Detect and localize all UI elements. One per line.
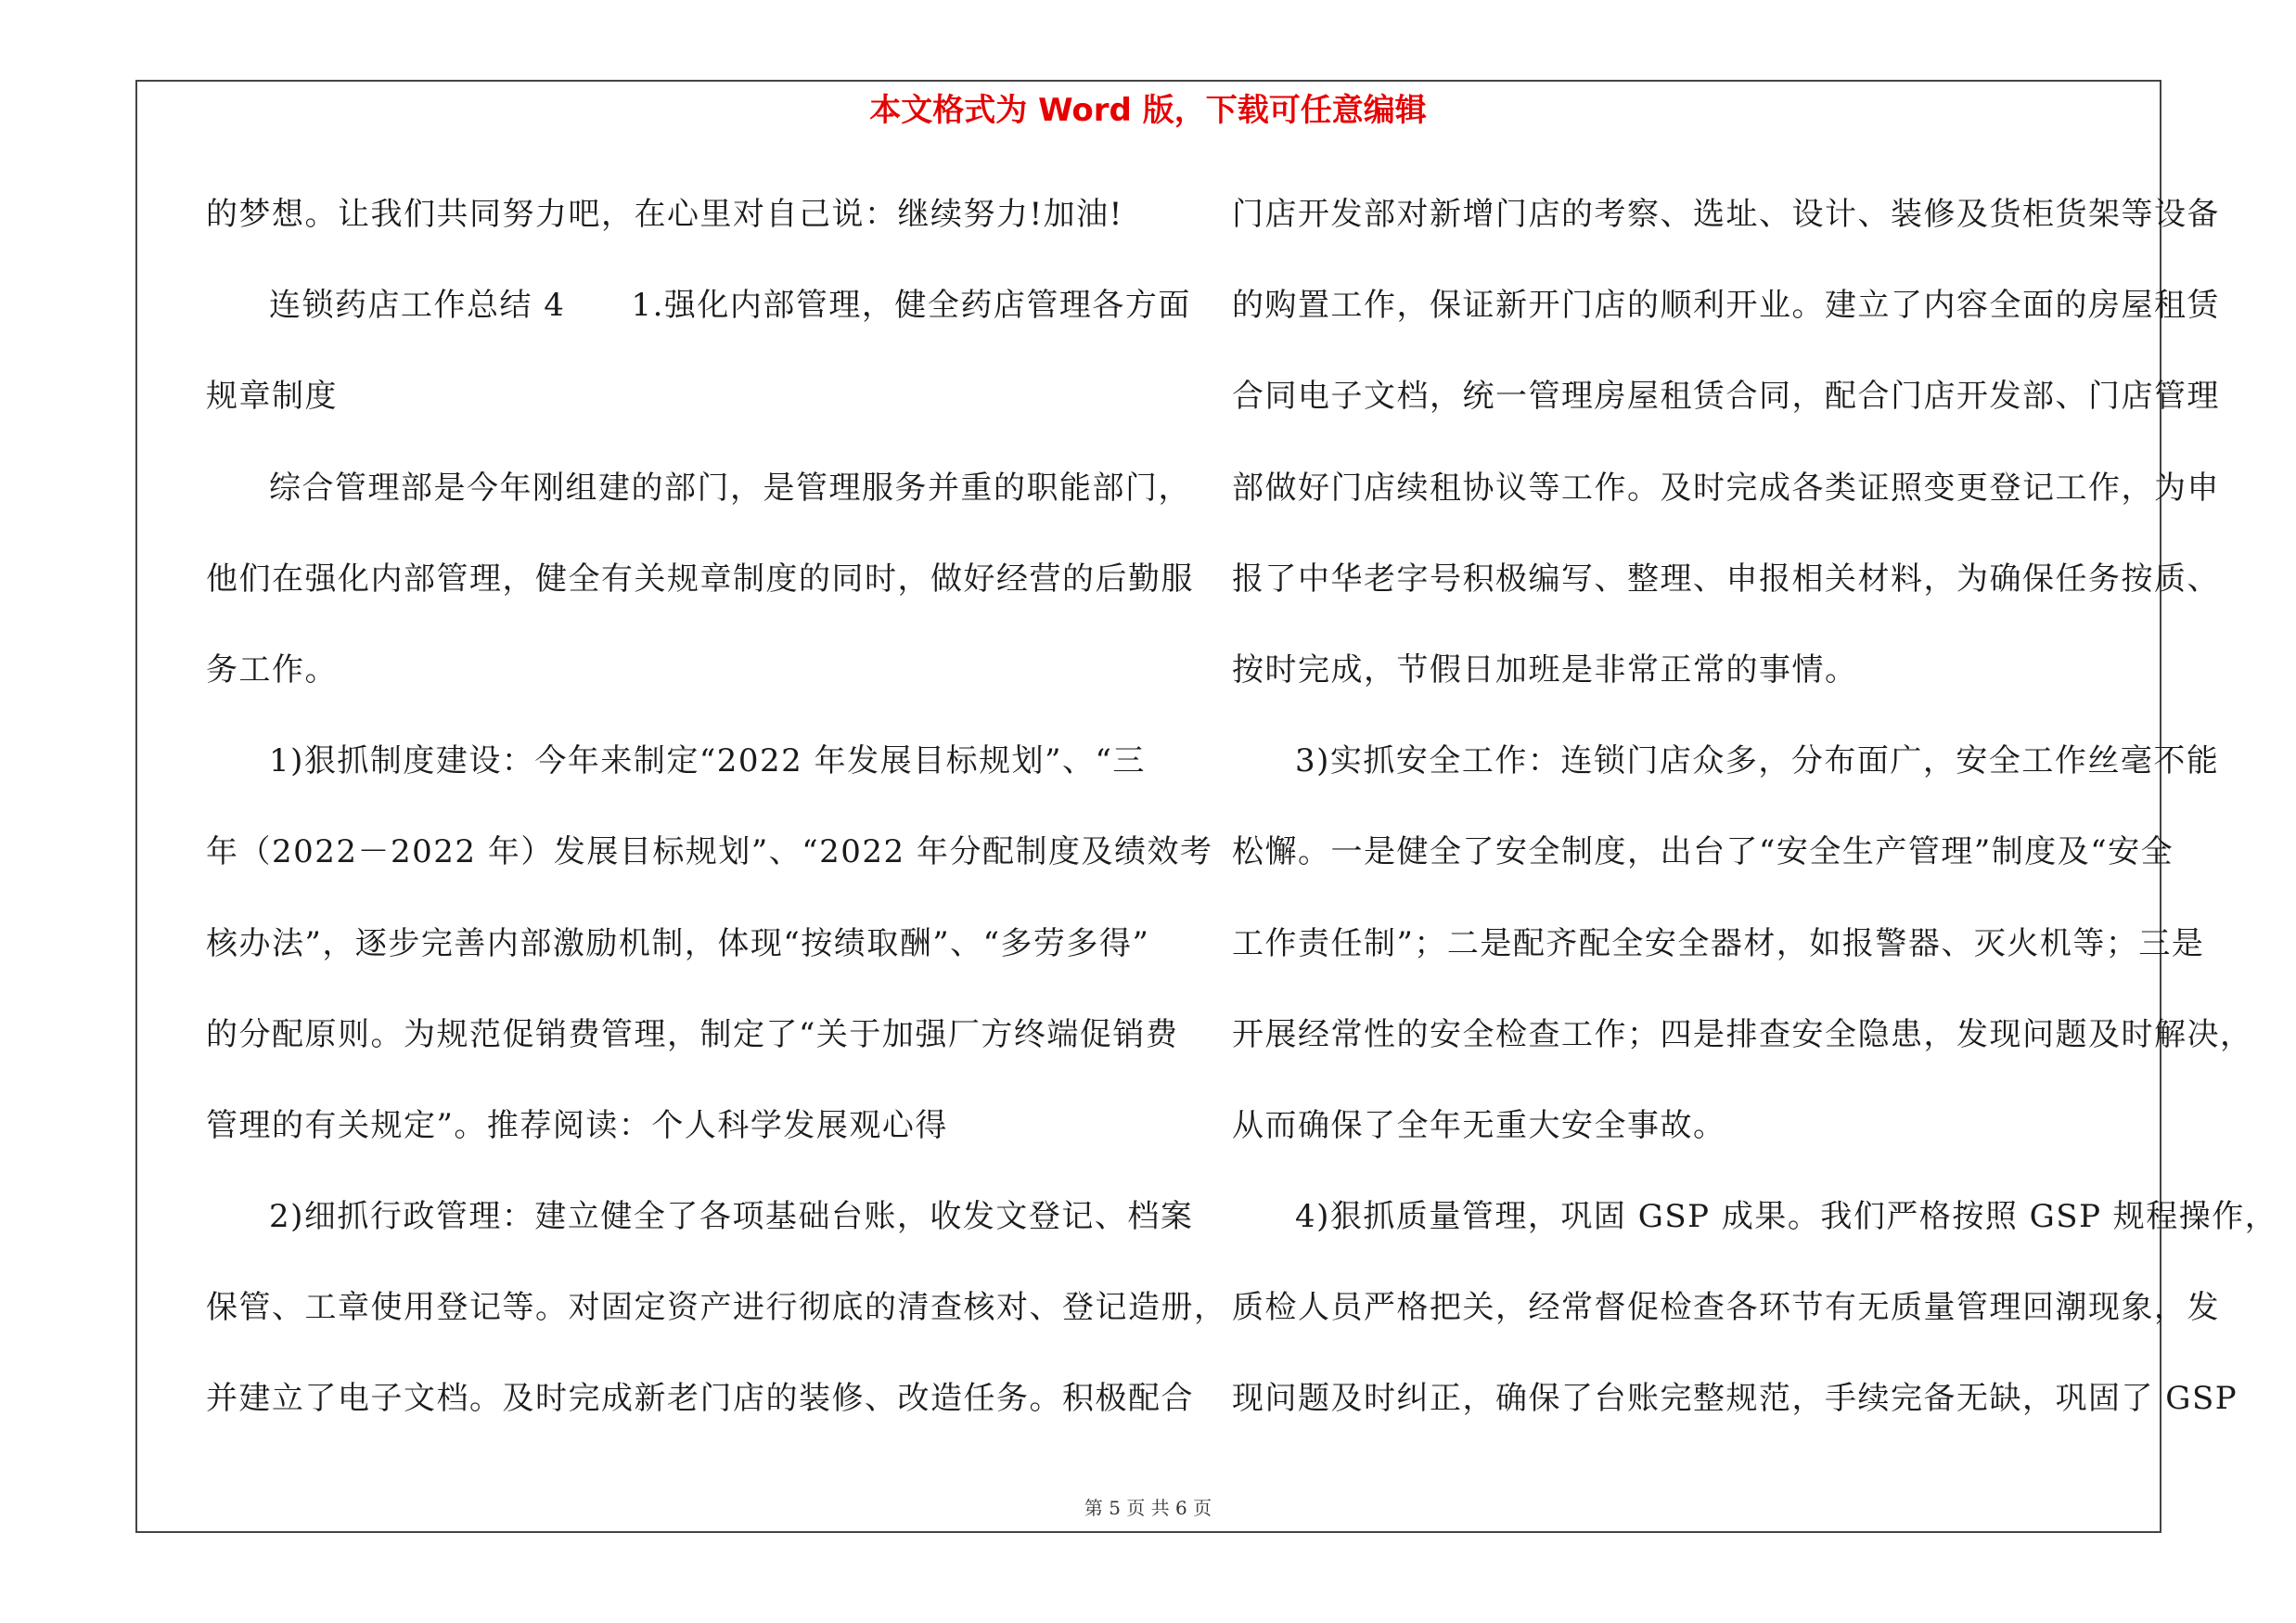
text-line: 的梦想。让我们共同努力吧，在心里对自己说：继续努力!加油! xyxy=(206,196,1123,233)
text-line: 按时完成，节假日加班是非常正常的事情。 xyxy=(1232,650,1858,689)
text-line: 核办法”，逐步完善内部激励机制，体现“按绩取酬”、“多劳多得” xyxy=(206,924,1150,962)
text-line: 年（2022－2022 年）发展目标规划”、“2022 年分配制度及绩效考 xyxy=(206,833,1213,871)
text-line: 连锁药店工作总结 4 1.强化内部管理，健全药店管理各方面 xyxy=(269,287,1191,325)
text-line: 规章制度 xyxy=(206,378,338,416)
text-line: 门店开发部对新增门店的考察、选址、设计、装修及货柜货架等设备 xyxy=(1232,196,2220,233)
text-line: 部做好门店续租协议等工作。及时完成各类证照变更登记工作，为申 xyxy=(1232,469,2220,507)
left-column xyxy=(206,182,1227,1458)
text-line: 报了中华老字号积极编写、整理、申报相关材料，为确保任务按质、 xyxy=(1232,560,2220,598)
text-line: 综合管理部是今年刚组建的部门，是管理服务并重的职能部门， xyxy=(269,469,1191,507)
text-line: 保管、工章使用登记等。对固定资产进行彻底的清查核对、登记造册， xyxy=(206,1289,1227,1327)
text-line: 松懈。一是健全了安全制度，出台了“安全生产管理”制度及“安全 xyxy=(1232,833,2174,871)
text-line: 管理的有关规定”。推荐阅读：个人科学发展观心得 xyxy=(206,1106,948,1144)
text-line: 的分配原则。为规范促销费管理，制定了“关于加强厂方终端促销费 xyxy=(206,1015,1179,1053)
text-line: 2)细抓行政管理：建立健全了各项基础台账，收发文登记、档案 xyxy=(269,1198,1194,1236)
page-number: 第 5 页 共 6 页 xyxy=(1084,1497,1212,1519)
header-banner: 本文格式为 Word 版，下载可任意编辑 xyxy=(869,92,1427,129)
text-line: 现问题及时纠正，确保了台账完整规范，手续完备无缺，巩固了 GSP xyxy=(1232,1380,2238,1418)
text-line: 工作责任制”；二是配齐配全安全器材，如报警器、灭火机等；三是 xyxy=(1232,924,2205,962)
text-line: 他们在强化内部管理，健全有关规章制度的同时，做好经营的后勤服 xyxy=(206,560,1194,598)
text-line: 并建立了电子文档。及时完成新老门店的装修、改造任务。积极配合 xyxy=(206,1380,1194,1418)
right-column xyxy=(1232,182,2278,1458)
text-line: 从而确保了全年无重大安全事故。 xyxy=(1232,1106,1726,1144)
text-line: 的购置工作，保证新开门店的顺利开业。建立了内容全面的房屋租赁 xyxy=(1232,287,2220,325)
text-line: 3)实抓安全工作：连锁门店众多，分布面广，安全工作丝毫不能 xyxy=(1295,742,2220,780)
text-line: 开展经常性的安全检查工作；四是排查安全隐患，发现问题及时解决， xyxy=(1232,1015,2253,1053)
text-line: 合同电子文档，统一管理房屋租赁合同，配合门店开发部、门店管理 xyxy=(1232,378,2220,416)
text-line: 1)狠抓制度建设：今年来制定“2022 年发展目标规划”、“三 xyxy=(269,742,1146,780)
text-line: 4)狠抓质量管理，巩固 GSP 成果。我们严格按照 GSP 规程操作， xyxy=(1295,1198,2278,1236)
text-line: 务工作。 xyxy=(206,650,338,689)
text-line: 质检人员严格把关，经常督促检查各环节有无质量管理回潮现象，发 xyxy=(1232,1289,2220,1327)
